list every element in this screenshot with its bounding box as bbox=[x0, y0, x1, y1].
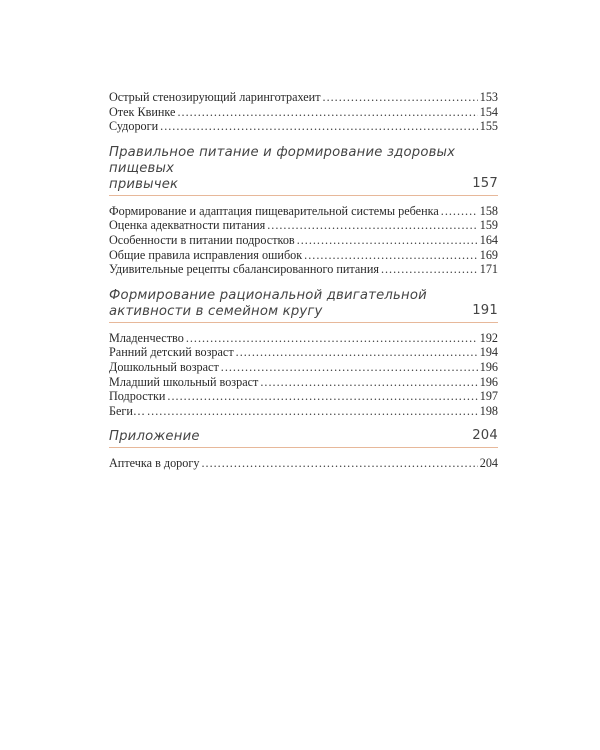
toc-entry[interactable] bbox=[109, 389, 498, 404]
toc-entry-page: 194 bbox=[479, 345, 498, 360]
toc-entry-title: Общие правила исправления ошибок bbox=[109, 247, 303, 262]
toc-entry[interactable] bbox=[109, 404, 498, 419]
toc-entry-page: 192 bbox=[479, 330, 498, 345]
toc-entry-page: 155 bbox=[479, 119, 498, 134]
section-page: 157 bbox=[472, 175, 498, 191]
toc-entry-page: 204 bbox=[479, 456, 498, 471]
dot-leader bbox=[304, 248, 478, 263]
toc-entry[interactable] bbox=[109, 331, 498, 346]
toc-entry-page: 171 bbox=[479, 262, 498, 277]
section-heading-nutrition[interactable] bbox=[109, 145, 498, 196]
toc-entry-title: Отек Квинке bbox=[109, 104, 176, 119]
dot-leader bbox=[221, 360, 478, 375]
dot-leader bbox=[260, 375, 477, 390]
toc-entry-page: 196 bbox=[479, 374, 498, 389]
toc-entry-title: Формирование и адаптация пищеварительной системы ребенка bbox=[109, 203, 439, 218]
toc-entry-page: 197 bbox=[479, 389, 498, 404]
section-title-line: Формирование рациональной двигательной bbox=[109, 287, 427, 303]
dot-leader bbox=[323, 90, 478, 105]
table-of-contents bbox=[109, 90, 498, 471]
toc-entry[interactable] bbox=[109, 218, 498, 233]
toc-entry-page: 154 bbox=[479, 104, 498, 119]
toc-entry-title: Особенности в питании подростков bbox=[109, 232, 295, 247]
dot-leader bbox=[147, 404, 478, 419]
section-title-line: привычек bbox=[109, 176, 179, 192]
dot-leader bbox=[167, 389, 477, 404]
dot-leader bbox=[160, 119, 478, 134]
toc-entry-page: 169 bbox=[479, 247, 498, 262]
toc-entry-title: Младший школьный возраст bbox=[109, 374, 259, 389]
section-page: 204 bbox=[472, 428, 498, 444]
dot-leader bbox=[236, 345, 478, 360]
toc-entry[interactable] bbox=[109, 204, 498, 219]
toc-entry[interactable] bbox=[109, 360, 498, 375]
toc-entry-page: 196 bbox=[479, 359, 498, 374]
section-title-line: активности в семейном кругу bbox=[109, 303, 323, 319]
toc-entry[interactable] bbox=[109, 345, 498, 360]
toc-entry-title: Младенчество bbox=[109, 330, 184, 345]
toc-entry-page: 198 bbox=[479, 403, 498, 418]
toc-entry-title: Судороги bbox=[109, 119, 159, 134]
dot-leader bbox=[186, 331, 478, 346]
toc-entry-title: Удивительные рецепты сбалансированного питания bbox=[109, 262, 379, 277]
dot-leader bbox=[201, 456, 477, 471]
toc-entry-page: 164 bbox=[479, 232, 498, 247]
toc-entry-page: 159 bbox=[479, 218, 498, 233]
toc-entry[interactable] bbox=[109, 233, 498, 248]
toc-entry[interactable] bbox=[109, 456, 498, 471]
dot-leader bbox=[381, 262, 478, 277]
toc-entry-title: Аптечка в дорогу bbox=[109, 456, 200, 471]
section-heading-appendix[interactable] bbox=[109, 429, 498, 448]
toc-entry[interactable] bbox=[109, 119, 498, 134]
toc-entry-title: Подростки bbox=[109, 389, 166, 404]
toc-entry[interactable] bbox=[109, 375, 498, 390]
toc-entry-title: Беги… bbox=[109, 403, 146, 418]
section-title-line: Правильное питание и формирование здоровых пищевых bbox=[109, 144, 456, 176]
toc-entry-title: Ранний детский возраст bbox=[109, 345, 234, 360]
toc-entry-title: Дошкольный возраст bbox=[109, 359, 219, 374]
dot-leader bbox=[177, 105, 477, 120]
toc-entry-title: Острый стенозирующий ларинготрахеит bbox=[109, 90, 321, 104]
section-heading-activity[interactable] bbox=[109, 288, 498, 323]
toc-entry[interactable] bbox=[109, 248, 498, 263]
toc-entry-page: 153 bbox=[479, 90, 498, 104]
dot-leader bbox=[297, 233, 478, 248]
section-page: 191 bbox=[472, 302, 498, 318]
dot-leader bbox=[267, 218, 478, 233]
dot-leader bbox=[441, 204, 478, 219]
toc-entry[interactable] bbox=[109, 262, 498, 277]
toc-entry-title: Оценка адекватности питания bbox=[109, 218, 266, 233]
toc-entry[interactable] bbox=[109, 105, 498, 120]
toc-entry-page: 158 bbox=[479, 203, 498, 218]
toc-entry[interactable] bbox=[109, 90, 498, 105]
section-title-line: Приложение bbox=[109, 429, 200, 445]
